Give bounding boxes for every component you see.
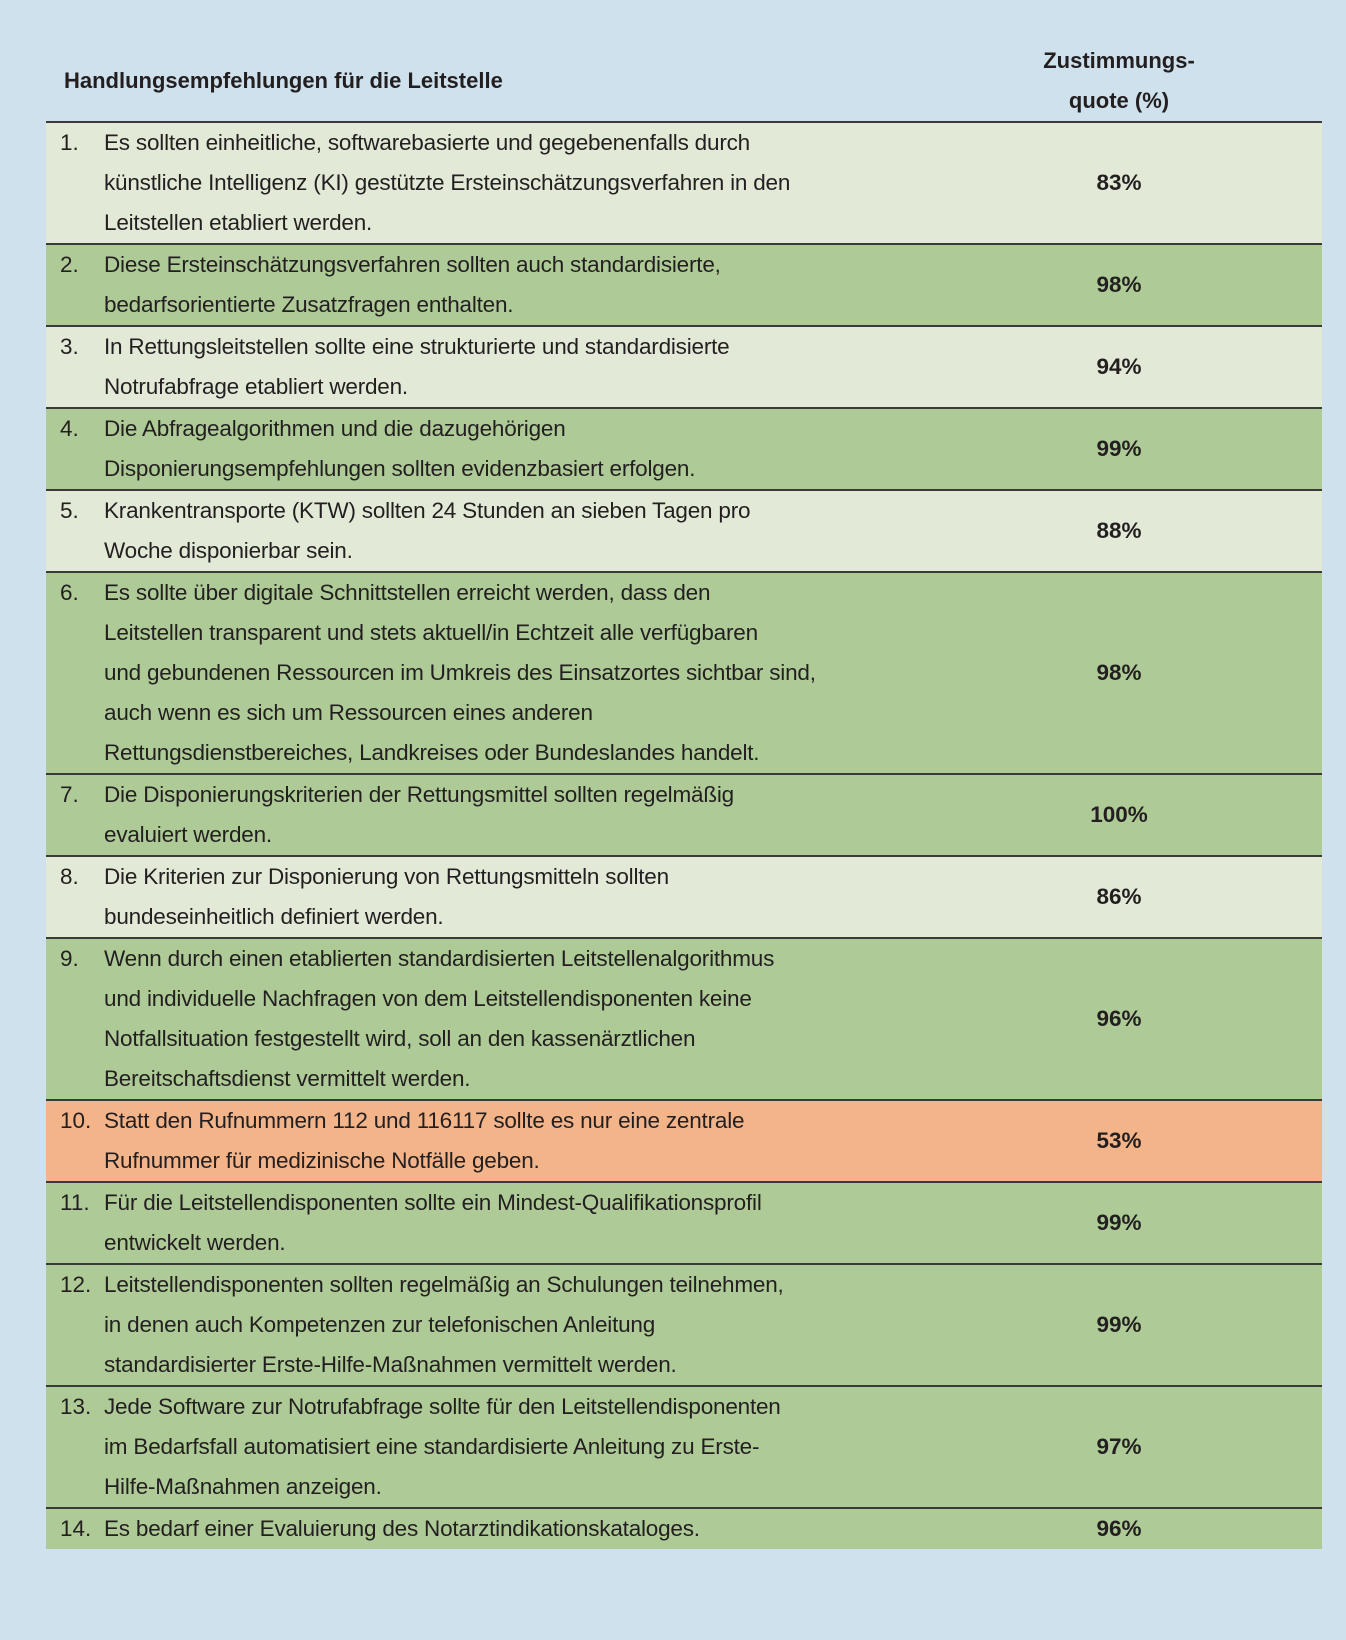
- table-row: [46, 857, 1322, 939]
- table-row: [46, 1509, 1322, 1549]
- recommendation-line: bedarfsorientierte Zusatzfragen enthalten.: [104, 292, 514, 317]
- approval-rate: 86%: [1096, 884, 1142, 909]
- row-number: 2.: [60, 252, 79, 277]
- recommendation-text: [104, 1387, 986, 1507]
- recommendation-line: evaluiert werden.: [104, 822, 272, 847]
- row-number: 3.: [60, 334, 79, 359]
- row-number: 8.: [60, 864, 79, 889]
- row-number: 4.: [60, 416, 79, 441]
- header-approval-rate: [986, 40, 1322, 121]
- table-row: [46, 573, 1322, 775]
- header-approval-line1: Zustimmungs-: [1043, 47, 1195, 73]
- recommendation-line: Leitstellen etabliert werden.: [104, 210, 373, 235]
- table-body: [46, 123, 1322, 1549]
- recommendation-line: Notrufabfrage etabliert werden.: [104, 374, 408, 399]
- approval-rate: 53%: [1096, 1128, 1142, 1153]
- table-row: [46, 245, 1322, 327]
- recommendation-line: Woche disponierbar sein.: [104, 538, 353, 563]
- recommendation-text: [104, 491, 986, 571]
- recommendation-text: [104, 123, 986, 243]
- recommendation-line: Jede Software zur Notrufabfrage sollte für den Leitstellendisponenten: [104, 1394, 781, 1419]
- recommendation-line: Notfallsituation festgestellt wird, soll an den kassenärztlichen: [104, 1026, 696, 1051]
- recommendation-line: und individuelle Nachfragen von dem Leitstellendisponenten keine: [104, 986, 752, 1011]
- approval-rate: 100%: [1090, 802, 1148, 827]
- row-number: 5.: [60, 498, 79, 523]
- approval-rate: 99%: [1096, 436, 1142, 461]
- row-number: 10.: [60, 1108, 92, 1133]
- table-row: [46, 409, 1322, 491]
- approval-rate: 96%: [1096, 1006, 1142, 1031]
- recommendation-line: und gebundenen Ressourcen im Umkreis des Einsatzortes sichtbar sind,: [104, 660, 816, 685]
- recommendation-line: Statt den Rufnummern 112 und 116117 sollte es nur eine zentrale: [104, 1108, 745, 1133]
- recommendation-line: auch wenn es sich um Ressourcen eines anderen: [104, 700, 593, 725]
- table-row: [46, 1265, 1322, 1387]
- approval-rate: 83%: [1096, 170, 1142, 195]
- row-number: 13.: [60, 1394, 92, 1419]
- table-row: [46, 939, 1322, 1101]
- recommendation-line: Es sollten einheitliche, softwarebasierte und gegebenenfalls durch: [104, 130, 750, 155]
- recommendation-line: Krankentransporte (KTW) sollten 24 Stunden an sieben Tagen pro: [104, 498, 751, 523]
- table-row: [46, 123, 1322, 245]
- row-number: 14.: [60, 1516, 92, 1541]
- recommendations-table: [46, 40, 1322, 1549]
- recommendation-text: [104, 1509, 986, 1549]
- recommendation-text: [104, 857, 986, 937]
- recommendation-text: [104, 327, 986, 407]
- recommendation-line: entwickelt werden.: [104, 1230, 286, 1255]
- recommendation-line: Es sollte über digitale Schnittstellen erreicht werden, dass den: [104, 580, 711, 605]
- recommendation-line: Die Kriterien zur Disponierung von Rettungsmitteln sollten: [104, 864, 669, 889]
- table-row: [46, 1101, 1322, 1183]
- recommendation-line: Wenn durch einen etablierten standardisierten Leitstellenalgorithmus: [104, 946, 775, 971]
- table-row: [46, 1387, 1322, 1509]
- row-number: 11.: [60, 1190, 90, 1215]
- recommendation-line: Bereitschaftsdienst vermittelt werden.: [104, 1066, 471, 1091]
- recommendation-text: [104, 409, 986, 489]
- recommendation-line: Leitstellen transparent und stets aktuell/in Echtzeit alle verfügbaren: [104, 620, 758, 645]
- header-title: Handlungsempfehlungen für die Leitstelle: [64, 67, 503, 93]
- header-approval-line2: quote (%): [1068, 87, 1170, 113]
- recommendation-text: [104, 573, 986, 773]
- recommendation-line: künstliche Intelligenz (KI) gestützte Ersteinschätzungsverfahren in den: [104, 170, 791, 195]
- table-row: [46, 775, 1322, 857]
- row-number: 7.: [60, 782, 79, 807]
- recommendation-line: in denen auch Kompetenzen zur telefonischen Anleitung: [104, 1312, 656, 1337]
- recommendation-text: [104, 1265, 986, 1385]
- recommendation-line: Hilfe-Maßnahmen anzeigen.: [104, 1474, 382, 1499]
- recommendation-line: im Bedarfsfall automatisiert eine standardisierte Anleitung zu Erste-: [104, 1434, 760, 1459]
- recommendation-line: Disponierungsempfehlungen sollten evidenzbasiert erfolgen.: [104, 456, 696, 481]
- row-number: 6.: [60, 580, 79, 605]
- recommendation-line: In Rettungsleitstellen sollte eine strukturierte und standardisierte: [104, 334, 730, 359]
- approval-rate: 99%: [1096, 1312, 1142, 1337]
- recommendation-text: [104, 1101, 986, 1181]
- recommendation-line: Rufnummer für medizinische Notfälle geben.: [104, 1148, 540, 1173]
- recommendation-line: Es bedarf einer Evaluierung des Notarztindikationskataloges.: [104, 1516, 700, 1541]
- recommendation-text: [104, 939, 986, 1099]
- recommendation-line: Rettungsdienstbereiches, Landkreises oder Bundeslandes handelt.: [104, 740, 760, 765]
- recommendation-text: [104, 245, 986, 325]
- recommendation-line: bundeseinheitlich definiert werden.: [104, 904, 444, 929]
- approval-rate: 97%: [1096, 1434, 1142, 1459]
- recommendation-line: Die Abfragealgorithmen und die dazugehörigen: [104, 416, 566, 441]
- approval-rate: 98%: [1096, 660, 1142, 685]
- approval-rate: 96%: [1096, 1516, 1142, 1541]
- approval-rate: 98%: [1096, 272, 1142, 297]
- table-row: [46, 327, 1322, 409]
- recommendation-line: Die Disponierungskriterien der Rettungsmittel sollten regelmäßig: [104, 782, 734, 807]
- recommendation-text: [104, 775, 986, 855]
- recommendation-text: [104, 1183, 986, 1263]
- row-number: 9.: [60, 946, 79, 971]
- approval-rate: 99%: [1096, 1210, 1142, 1235]
- recommendation-line: Diese Ersteinschätzungsverfahren sollten auch standardisierte,: [104, 252, 721, 277]
- row-number: 12.: [60, 1272, 92, 1297]
- recommendation-line: Für die Leitstellendisponenten sollte ein Mindest-Qualifikationsprofil: [104, 1190, 762, 1215]
- approval-rate: 94%: [1096, 354, 1142, 379]
- approval-rate: 88%: [1096, 518, 1142, 543]
- table-header: [46, 40, 1322, 123]
- row-number: 1.: [60, 130, 79, 155]
- recommendation-line: Leitstellendisponenten sollten regelmäßig an Schulungen teilnehmen,: [104, 1272, 784, 1297]
- table-row: [46, 1183, 1322, 1265]
- recommendation-line: standardisierter Erste-Hilfe-Maßnahmen vermittelt werden.: [104, 1352, 677, 1377]
- table-row: [46, 491, 1322, 573]
